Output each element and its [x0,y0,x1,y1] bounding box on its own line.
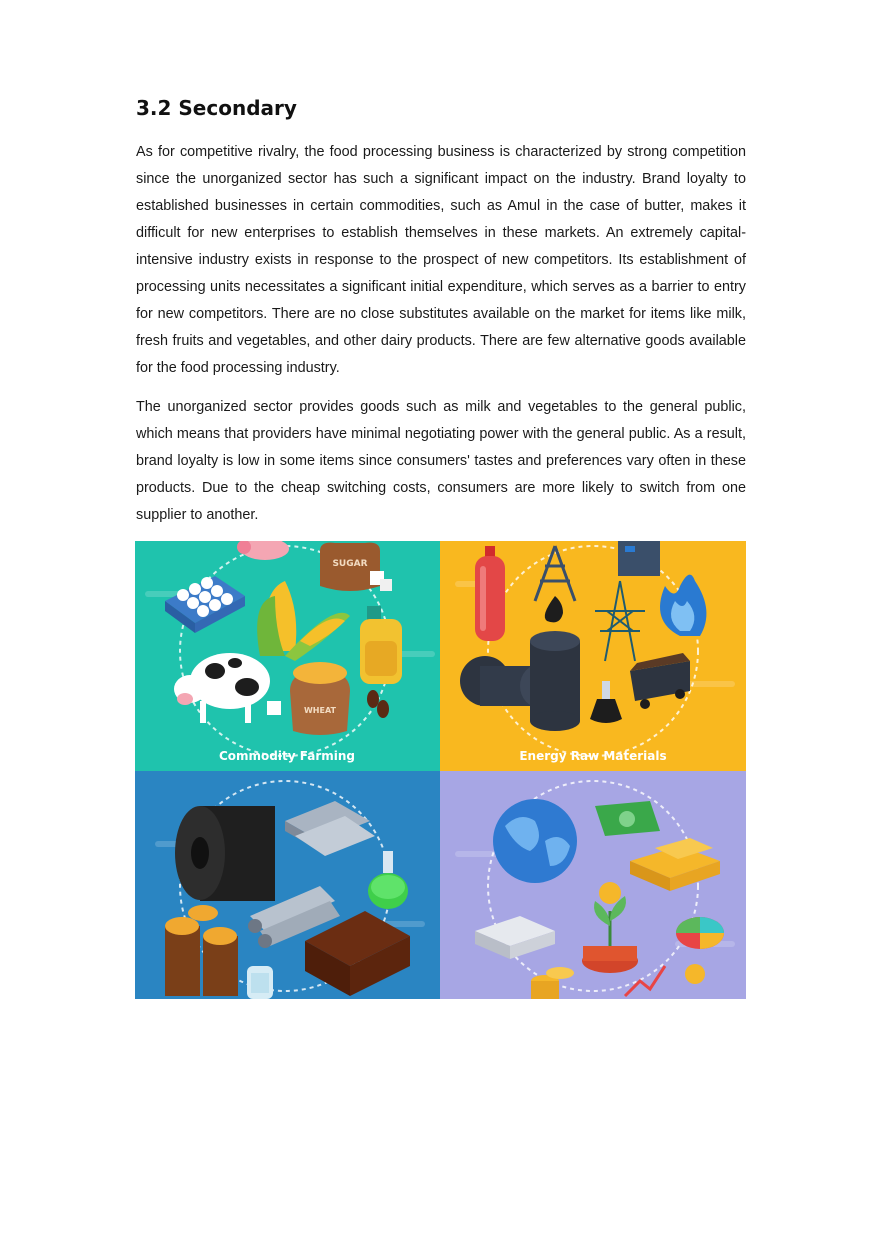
rubber-roll-icon [175,806,275,901]
section-heading: 3.2 Secondary [136,96,297,120]
paragraph-competitive-rivalry: As for competitive rivalry, the food processing business is characterized by strong competition since the unorganized sector has such a significant impact on the industry. Brand loyalty to established businesses in certain commodities, such as Amul in the case of butter, makes it difficult for new enterprises to establish themselves in these markets. An extremely capital-intensive industry exists in response to the prospect of new competitors. Its establishment of processing units necessitates a significant initial expenditure, which serves as a barrier to entry for new competitors. There are no close substitutes available on the market for items like milk, fresh fruits and vegetables, and other dairy products. There are few alternative goods available for the food processing industry. [136,144,746,376]
paragraph-unorganized-sector: The unorganized sector provides goods such as milk and vegetables to the general public, which means that providers have minimal negotiating power with the general public. As a result, brand loyalty is low in some items since consumers' tastes and preferences vary often in these products. Due to the cheap switching costs, consumers are more likely to switch from one supplier to another. [136,399,746,523]
svg-text:WHEAT: WHEAT [303,706,337,715]
gas-cylinder-icon [475,546,505,641]
banknote-icon [595,801,660,836]
panel-label-energy-raw-materials: Energy Raw Materials [519,749,667,763]
glass-jar-icon [247,966,273,999]
commodities-illustration [135,541,746,999]
pie-chart-icon [676,917,724,949]
panel-label-commodity-farming: Commodity Farming [218,749,356,763]
svg-text:SUGAR: SUGAR [332,559,368,569]
barrel-icon [618,541,660,576]
globe-icon [493,799,577,883]
